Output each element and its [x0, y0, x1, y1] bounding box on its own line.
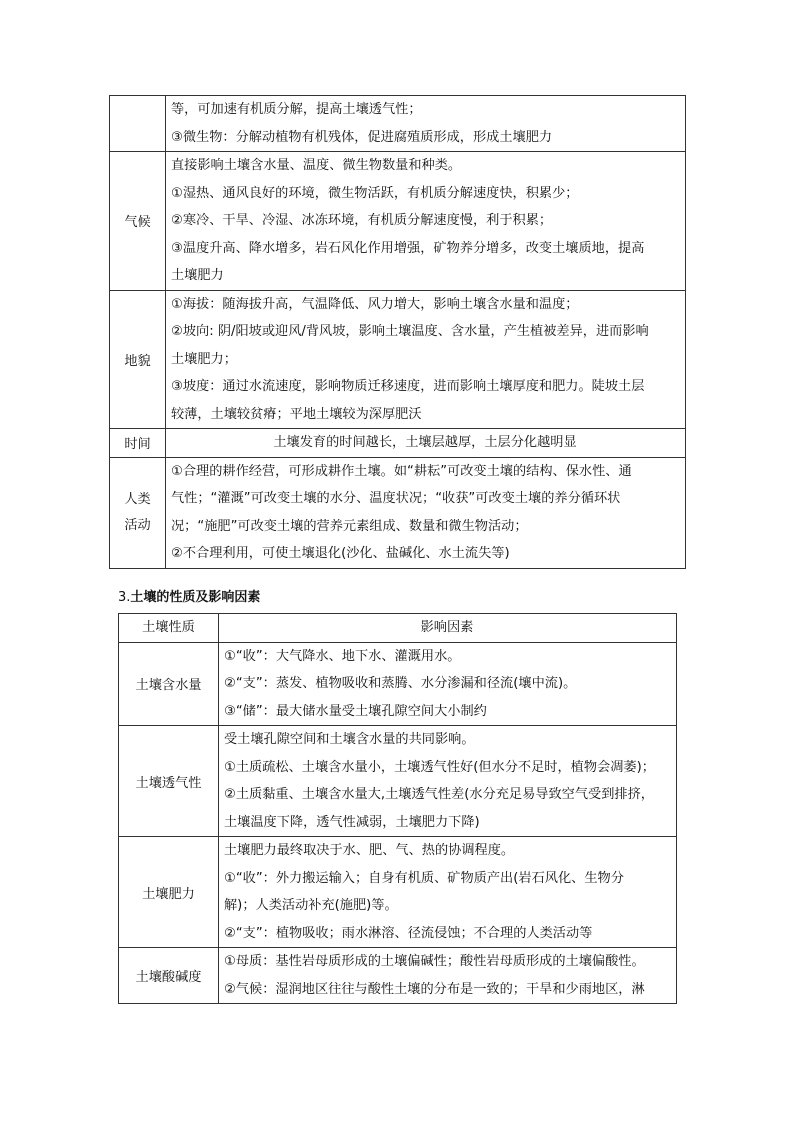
header-text: 影响因素 [420, 620, 474, 635]
content-line: 较薄，土壤较贫瘠；平地土壤较为深厚肥沃 [171, 406, 422, 422]
table-row [119, 726, 677, 837]
section-title: 土壤的性质及影响因素 [130, 590, 261, 605]
content-line: 气性；“灌溉”可改变土壤的水分、温度状况；“收获”可改变土壤的养分循环状 [171, 491, 621, 506]
table-row [119, 837, 677, 948]
table-row [110, 429, 686, 458]
content-line: 受土壤孔隙空间和土壤含水量的共同影响。 [224, 732, 475, 747]
row-label-permeability: 土壤透气性 [119, 726, 219, 837]
content-line: 况；“施肥”可改变土壤的营养元素组成、数量和微生物活动； [171, 518, 528, 534]
row-label-organisms [110, 96, 166, 152]
content-line: ①“收”：外力搬运输入；自身有机质、矿物质产出(岩石风化、生物分 [224, 870, 624, 886]
content-line: ③“储”：最大储水量受土壤孔隙空间大小制约 [224, 703, 487, 719]
table-row [119, 642, 677, 726]
label-line: 人类 [124, 491, 151, 507]
content-line: 土壤发育的时间越长，土壤层越厚，土层分化越明显 [273, 435, 577, 450]
table-row [110, 290, 686, 429]
content-line: ①“收”：大气降水、地下水、灌溉用水。 [224, 648, 461, 664]
content-line: 直接影响土壤含水量、温度、微生物数量和种类。 [171, 158, 462, 173]
row-label-landform: 地貌 [110, 290, 166, 429]
content-line: ③微生物：分解动植物有机残体，促进腐殖质形成，形成土壤肥力 [171, 129, 553, 145]
content-line: ③温度升高、降水增多，岩石风化作用增强，矿物养分增多，改变土壤质地，提高 [171, 240, 645, 256]
section-heading [118, 589, 260, 607]
label-line: 活动 [124, 517, 151, 533]
row-content-ph [219, 948, 677, 1004]
content-line: ②寒冷、干旱、冷湿、冰冻环境，有机质分解速度慢，利于积累； [171, 213, 553, 228]
content-line: ③坡度：通过水流速度，影响物质迁移速度，进而影响土壤厚度和肥力。陡坡土层 [171, 379, 645, 394]
content-line: ①土质疏松、土壤含水量小，土壤透气性好(但水分不足时，植物会凋萎)； [224, 759, 655, 775]
content-line: ②不合理利用，可使土壤退化(沙化、盐碱化、水土流失等) [171, 546, 510, 561]
row-label-ph: 土壤酸碱度 [119, 948, 219, 1004]
table-row [119, 948, 677, 1004]
content-line: 等，可加速有机质分解，提高土壤透气性； [171, 102, 422, 117]
content-line: ②“支”：蒸发、植物吸收和蒸腾、水分渗漏和径流(壤中流)。 [224, 676, 577, 691]
content-line: ②坡向: 阴/阳坡或迎风/背风坡，影响土壤温度、含水量，产生植被差异，进而影响 [171, 324, 649, 339]
row-content-human-activity [166, 457, 686, 568]
row-label-human-activity [110, 457, 166, 568]
column-header-factors [219, 614, 677, 643]
table-row [110, 457, 686, 568]
content-line: ①湿热、通风良好的环境，微生物活跃，有机质分解速度快，积累少； [171, 185, 579, 201]
row-label-climate: 气候 [110, 152, 166, 291]
content-line: 土壤肥力； [171, 351, 237, 367]
header-text: 土壤性质 [142, 620, 195, 635]
row-content-fertility [219, 837, 677, 948]
content-line: ①合理的耕作经营，可形成耕作土壤。如“耕耘”可改变土壤的结构、保水性、通 [171, 463, 632, 479]
content-line: 解)；人类活动补充(施肥)等。 [224, 898, 398, 913]
content-line: ②“支”：植物吸收；雨水淋溶、径流侵蚀；不合理的人类活动等 [224, 925, 593, 941]
row-content-organisms [166, 96, 686, 152]
section-number: 3. [118, 590, 131, 605]
content-line: 土壤肥力 [171, 268, 224, 283]
row-label-water-content: 土壤含水量 [119, 642, 219, 726]
row-content-water-content [219, 642, 677, 726]
row-content-climate [166, 152, 686, 291]
column-header-property [119, 614, 219, 643]
content-line: ②气候：湿润地区往往与酸性土壤的分布是一致的；干旱和少雨地区，淋 [224, 981, 645, 997]
content-line: ①海拔：随海拔升高，气温降低、风力增大，影响土壤含水量和温度； [171, 296, 579, 312]
row-label-fertility: 土壤肥力 [119, 837, 219, 948]
table-header-row [119, 614, 677, 643]
content-line: 土壤肥力最终取决于水、肥、气、热的协调程度。 [224, 843, 515, 858]
row-content-time [166, 429, 686, 458]
content-line: 土壤温度下降，透气性减弱，土壤肥力下降) [224, 814, 480, 830]
row-content-permeability [219, 726, 677, 837]
soil-properties-table [118, 613, 677, 1004]
row-label-time: 时间 [110, 429, 166, 458]
content-line: ①母质：基性岩母质形成的土壤偏碱性；酸性岩母质形成的土壤偏酸性。 [224, 954, 645, 969]
row-content-landform [166, 290, 686, 429]
table-row [110, 152, 686, 291]
table-row [110, 96, 686, 152]
content-line: ②土质黏重、土壤含水量大,土壤透气性差(水分充足易导致空气受到排挤， [224, 787, 654, 802]
soil-factors-table [109, 95, 686, 569]
